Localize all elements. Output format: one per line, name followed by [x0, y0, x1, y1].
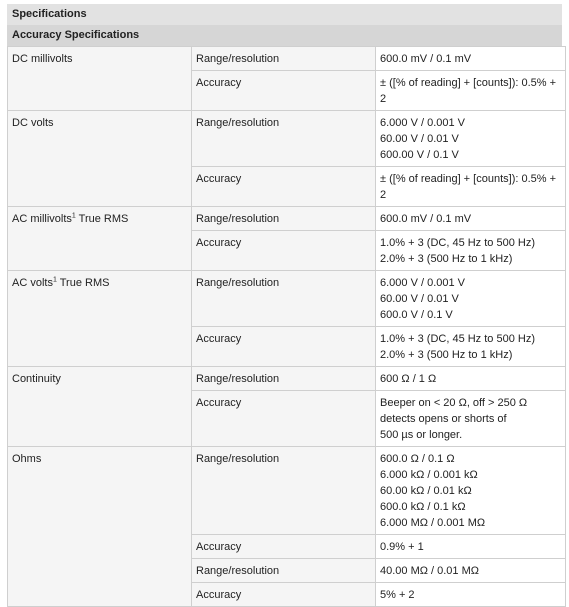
- value-line: 600.0 kΩ / 0.1 kΩ: [380, 501, 466, 513]
- measurement-name: [8, 271, 192, 367]
- value-line: 60.00 V / 0.01 V: [380, 133, 459, 145]
- measurement-name: [8, 367, 192, 447]
- parameter-value: [376, 47, 566, 71]
- measurement-name-text: AC millivolts: [12, 213, 72, 225]
- parameter-value: [376, 207, 566, 231]
- value-line: 600.0 mV / 0.1 mV: [380, 53, 472, 65]
- value-line: 5% + 2: [380, 589, 415, 601]
- value-line: ± ([% of reading] + [counts]): 0.5% +: [380, 77, 557, 89]
- parameter-label: Range/resolution: [192, 367, 376, 391]
- value-line: 60.00 V / 0.01 V: [380, 293, 459, 305]
- parameter-label: Accuracy: [192, 71, 376, 111]
- value-line: 40.00 MΩ / 0.01 MΩ: [380, 565, 479, 577]
- parameter-value: [376, 447, 566, 535]
- parameter-label: Range/resolution: [192, 47, 376, 71]
- value-line: 2: [380, 93, 387, 105]
- parameter-value: [376, 231, 566, 271]
- value-line: 6.000 V / 0.001 V: [380, 117, 466, 129]
- parameter-label: Accuracy: [192, 167, 376, 207]
- value-line: 600 Ω / 1 Ω: [380, 373, 437, 385]
- value-line: 2: [380, 189, 387, 201]
- value-line: 60.00 kΩ / 0.01 kΩ: [380, 485, 472, 497]
- measurement-name: [8, 111, 192, 207]
- value-line: 6.000 kΩ / 0.001 kΩ: [380, 469, 478, 481]
- measurement-name: [8, 447, 192, 607]
- measurement-name-text: DC volts: [12, 117, 54, 129]
- footnote-marker: 1: [52, 276, 57, 284]
- accuracy-table: [7, 46, 566, 607]
- measurement-name-suffix: True RMS: [75, 213, 129, 225]
- section-title: Specifications: [7, 4, 562, 25]
- measurement-name-text: Ohms: [12, 453, 42, 465]
- value-line: 1.0% + 3 (DC, 45 Hz to 500 Hz): [380, 237, 535, 249]
- parameter-value: [376, 327, 566, 367]
- value-line: detects opens or shorts of: [380, 413, 507, 425]
- table-row: [8, 47, 566, 71]
- table-row: [8, 367, 566, 391]
- measurement-name-suffix: True RMS: [56, 277, 110, 289]
- value-line: ± ([% of reading] + [counts]): 0.5% +: [380, 173, 557, 185]
- value-line: 600.0 V / 0.1 V: [380, 309, 453, 321]
- value-line: 600.00 V / 0.1 V: [380, 149, 459, 161]
- parameter-value: [376, 559, 566, 583]
- parameter-label: Accuracy: [192, 231, 376, 271]
- parameter-value: [376, 535, 566, 559]
- value-line: 2.0% + 3 (500 Hz to 1 kHz): [380, 253, 513, 265]
- parameter-value: [376, 167, 566, 207]
- parameter-label: Accuracy: [192, 535, 376, 559]
- parameter-value: [376, 271, 566, 327]
- value-line: 6.000 MΩ / 0.001 MΩ: [380, 517, 486, 529]
- parameter-value: [376, 583, 566, 607]
- value-line: 500 µs or longer.: [380, 429, 463, 441]
- footnote-marker: 1: [71, 212, 76, 220]
- parameter-label: Range/resolution: [192, 447, 376, 535]
- parameter-label: Range/resolution: [192, 271, 376, 327]
- measurement-name-text: DC millivolts: [12, 53, 73, 65]
- parameter-value: [376, 71, 566, 111]
- parameter-value: [376, 367, 566, 391]
- value-line: 1.0% + 3 (DC, 45 Hz to 500 Hz): [380, 333, 535, 345]
- parameter-value: [376, 111, 566, 167]
- table-row: [8, 207, 566, 231]
- value-line: 0.9% + 1: [380, 541, 424, 553]
- value-line: 600.0 mV / 0.1 mV: [380, 213, 472, 225]
- measurement-name-text: AC volts: [12, 277, 53, 289]
- table-row: [8, 111, 566, 167]
- measurement-name: [8, 47, 192, 111]
- table-row: [8, 447, 566, 535]
- parameter-label: Accuracy: [192, 327, 376, 367]
- parameter-label: Range/resolution: [192, 559, 376, 583]
- parameter-label: Range/resolution: [192, 111, 376, 167]
- measurement-name: [8, 207, 192, 271]
- parameter-label: Range/resolution: [192, 207, 376, 231]
- section-subtitle: Accuracy Specifications: [7, 25, 562, 46]
- parameter-label: Accuracy: [192, 391, 376, 447]
- parameter-label: Accuracy: [192, 583, 376, 607]
- value-line: 600.0 Ω / 0.1 Ω: [380, 453, 455, 465]
- value-line: 2.0% + 3 (500 Hz to 1 kHz): [380, 349, 513, 361]
- table-row: [8, 271, 566, 327]
- value-line: Beeper on < 20 Ω, off > 250 Ω: [380, 397, 528, 409]
- value-line: 6.000 V / 0.001 V: [380, 277, 466, 289]
- measurement-name-text: Continuity: [12, 373, 61, 385]
- parameter-value: [376, 391, 566, 447]
- specifications-panel: [7, 4, 562, 607]
